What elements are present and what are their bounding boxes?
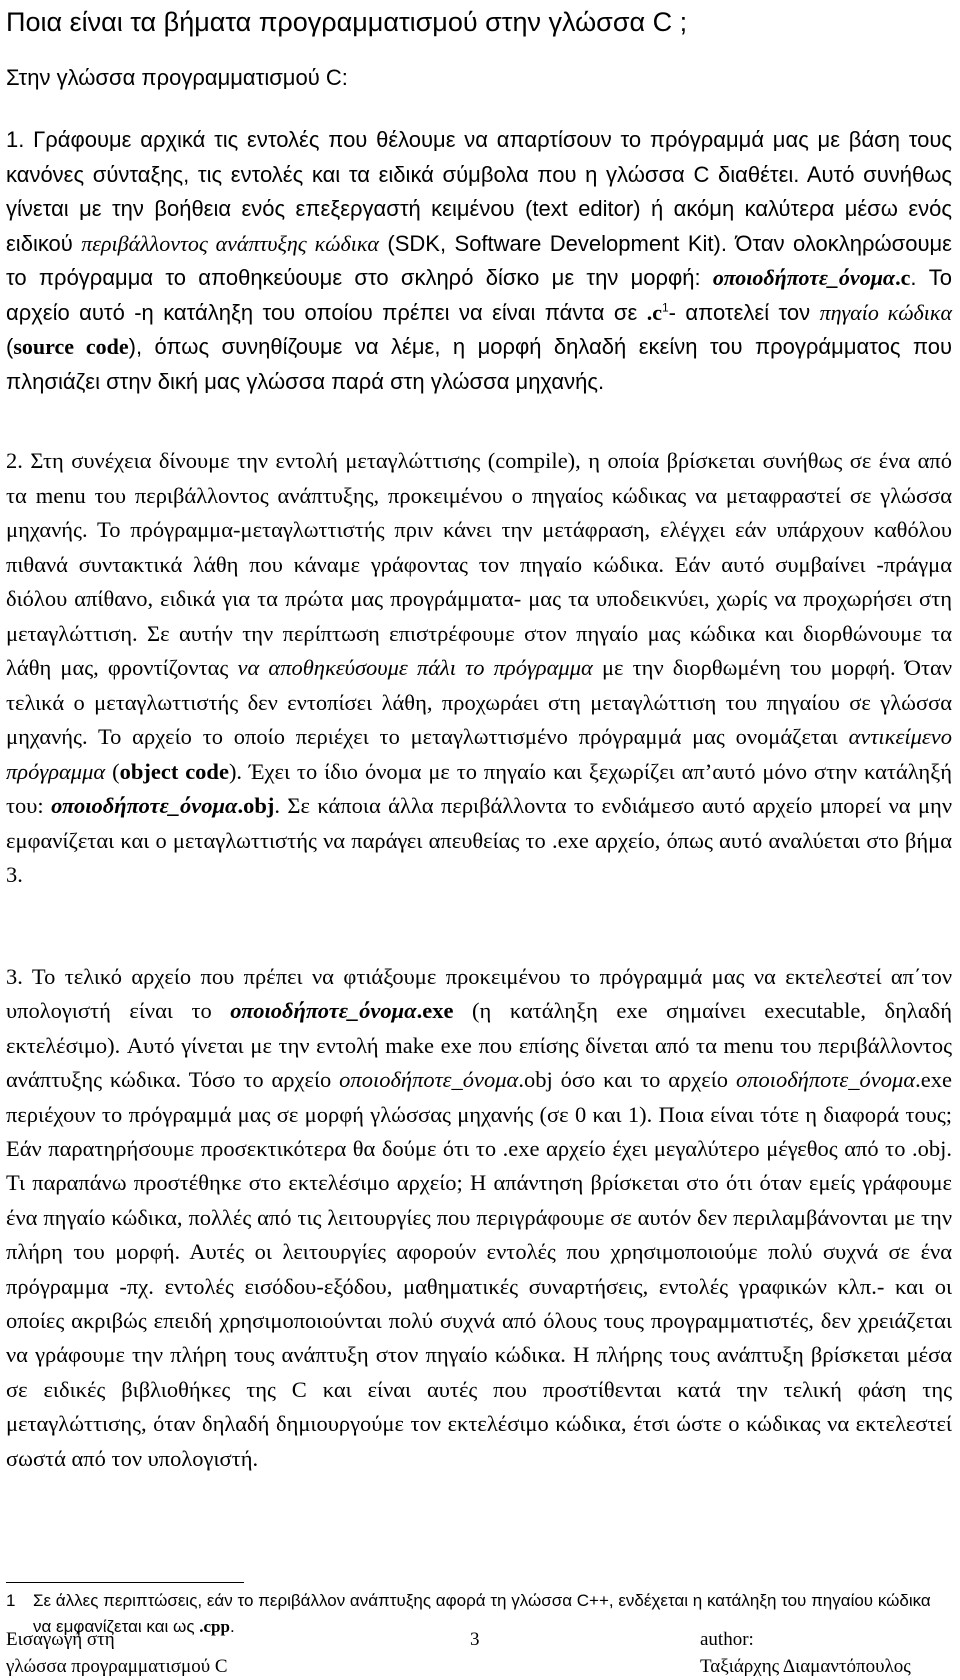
p1-italic-sdk: περιβάλλοντος ανάπτυξης κώδικα — [81, 230, 379, 256]
footer-course-line-1: Εισαγωγή στη — [6, 1629, 115, 1650]
p3-ext-exe: .exe — [416, 998, 454, 1024]
intro-line: Στην γλώσσα προγραμματισμού C: — [6, 65, 348, 90]
p1-ext-c: .c — [895, 265, 911, 290]
footer-course-line-2: γλώσσα προγραμματισμού C — [6, 1656, 228, 1677]
p2-text-3: ( — [105, 758, 120, 784]
p1-filename: οποιοδήποτε_όνομα — [712, 265, 896, 290]
p1-text-2: (SDK, Software Development Kit). Όταν ολοκληρώσουμε το πρόγραμμα το αποθηκεύουμε στο σκληρό δίσκο με την μορφή: — [6, 230, 952, 290]
footnote-number: 1 — [6, 1591, 16, 1610]
p3-filename-exe: οποιοδήποτε_όνομα — [735, 1067, 916, 1093]
p2-text-5: . Σε κάποια άλλα περιβάλλοντα το ενδιάμεσο αυτό αρχείο μπορεί να μην εμφανίζεται και ο μεταγλωττιστής να παράγει απευθείας το .exe αρχείο, όπως αυτό αναλύεται στο βήμα 3. — [6, 793, 953, 887]
footer-course — [6, 1626, 326, 1680]
p1-text-3: . Το αρχείο αυτό -η κατάληξη του οποίου πρέπει να είναι πάντα σε — [6, 265, 952, 325]
p3-filename: οποιοδήποτε_όνομα — [230, 998, 417, 1024]
p3-text-1: 3. Το τελικό αρχείο που πρέπει να φτιάξουμε προκειμένου το πρόγραμμά μας να εκτελεστεί απ΄τον υπολογιστή είναι το — [6, 964, 952, 1024]
p1-source-code: source code — [13, 334, 129, 359]
footnote-ref[interactable]: 1 — [661, 300, 669, 315]
p3-text-3: .obj όσο και το αρχείο — [518, 1067, 736, 1093]
p2-text-2: με την διορθωμένη του μορφή. Όταν τελικά ο μεταγλωττιστής δεν εντοπίσει λάθη, προχωράει στη μεταγλώττιση του πηγαίου σε γλώσσα μηχανής. Το αρχείο το οποίο περιέχει το μεταγλωττισμένο πρόγραμμά μας ονομάζεται — [6, 655, 952, 749]
p1-italic-source: πηγαίο κώδικα — [819, 299, 952, 325]
page-title: Ποια είναι τα βήματα προγραμματισμού στην γλώσσα C ; — [6, 7, 688, 37]
paragraph-step-2 — [6, 444, 952, 893]
footnote-text-2: . — [229, 1617, 235, 1636]
footnote-text-1: Σε άλλες περιπτώσεις, εάν το περιβάλλον ανάπτυξης αφορά τη γλώσσα C++, ενδέχεται η κατάληξη του πηγαίου κώδικα να εμφανίζεται και ως — [33, 1591, 931, 1636]
p2-text-1: 2. Στη συνέχεια δίνουμε την εντολή μεταγλώττισης (compile), η οποία βρίσκεται συνήθως σε ένα από τα menu του περιβάλλοντος ανάπτυξης, προκειμένου ο πηγαίος κώδικας να μεταφραστεί σε γλώσσα μηχανής. Το πρόγραμμα-μεταγλωττιστής πριν κάνει την μετάφραση, ελέγχει εάν υπάρχουν καθόλου πιθανά συντακτικά λάθη που κάναμε γράφοντας τον πηγαίο κώδικα. Εάν αυτό συμβαίνει -πράγμα διόλου απίθανο, ειδικά για τα πρώτα μας προγράμματα- μας τα υποδεικνύει, χωρίς να προχωρήσει στη μεταγλώττιση. Σε αυτήν την περίπτωση επιστρέφουμε στον πηγαίο μας κώδικα και διορθώνουμε τα λάθη μας, φροντίζοντας — [6, 448, 952, 680]
p1-ext-c-2: .c — [646, 299, 662, 325]
p1-text-6: ), όπως συνηθίζουμε να λέμε, η μορφή δηλαδή εκείνη του προγράμματος που πλησιάζει στην δική μας γλώσσα παρά στη γλώσσα μηχανής. — [6, 334, 952, 394]
p2-filename: οποιοδήποτε_όνομα — [51, 793, 238, 818]
p3-filename-obj: οποιοδήποτε_όνομα — [339, 1067, 519, 1093]
footer-author-name: Ταξιάρχης Διαμαντόπουλος — [700, 1656, 911, 1677]
footer-author-label: author: — [700, 1629, 754, 1650]
p2-italic-save: να αποθηκεύσουμε πάλι το πρόγραμμα — [237, 655, 593, 680]
footnote-divider — [6, 1582, 244, 1583]
p2-italic-object: αντικείμενο πρόγραμμα — [6, 724, 952, 784]
p2-text-4: ). Έχει το ίδιο όνομα με το πηγαίο και ξεχωρίζει απ’αυτό μόνο στην κατάληξή του: — [6, 758, 952, 818]
p1-text-1: 1. Γράφουμε αρχικά τις εντολές που θέλουμε να απαρτίσουν το πρόγραμμά μας με βάση τους κανόνες σύνταξης, τις εντολές και τα ειδικά σύμβολα που η γλώσσα C διαθέτει. Αυτό συνήθως γίνεται με την βοήθεια ενός επεξεργαστή κειμένου (text editor) ή ακόμη καλύτερα μέσω ενός ειδικού — [6, 127, 952, 256]
footnote-ext-cpp: .cpp — [199, 1617, 230, 1636]
p2-object-code: object code — [119, 758, 229, 784]
paragraph-step-1 — [6, 123, 952, 399]
page-number: 3 — [470, 1629, 480, 1650]
p2-ext-obj: .obj — [237, 793, 275, 818]
paragraph-step-3 — [6, 960, 952, 1476]
p1-text-5: ( — [6, 334, 14, 359]
footer-author — [700, 1626, 954, 1680]
p3-text-4: .exe περιέχουν το πρόγραμμά μας σε μορφή γλώσσας μηχανής (σε 0 και 1). Ποια είναι τότε η διαφορά τους; Εάν παρατηρήσουμε προσεκτικότερα θα δούμε ότι το .exe αρχείο έχει μεγαλύτερο μέγεθος από το .obj. Τι παραπάνω προστέθηκε στο εκτελέσιμο αρχείο; Η απάντηση βρίσκεται στο ότι όταν εμείς γράφουμε ένα πηγαίο κώδικα, πολλές από τις λειτουργίες που περιγράφουμε σε αυτόν δεν περιλαμβάνονται με την πλήρη του μορφή. Αυτές οι λειτουργίες αφορούν εντολές που χρησιμοποιούμε πολύ συχνά σε ένα πρόγραμμα -πχ. εντολές εισόδου-εξόδου, μαθηματικές συναρτήσεις, εντολές γραφικών κλπ.- και οι οποίες ακριβώς επειδή χρησιμοποιούνται πολύ συχνά από όλους τους προγραμματιστές, δεν χρειάζεται να γράφουμε την πλήρη τους ανάπτυξη στον πηγαίο κώδικα. Η πλήρης τους ανάπτυξη βρίσκεται μέσα σε ειδικές βιβλιοθήκες της C και είναι αυτές που προστίθενται κατά την τελική φάση της μεταγλώττισης, όταν δηλαδή δημιουργούμε τον εκτελέσιμο κώδικα, έτσι ώστε ο κώδικας να εκτελεστεί σωστά από τον υπολογιστή. — [6, 1067, 952, 1471]
p3-text-2: (η κατάληξη exe σημαίνει executable, δηλαδή εκτελέσιμο). Αυτό γίνεται με την εντολή make exe που επίσης δίνεται από τα menu του περιβάλλοντος ανάπτυξης κώδικα. Τόσο το αρχείο — [6, 998, 952, 1093]
p1-text-4: - αποτελεί τον — [668, 299, 820, 325]
